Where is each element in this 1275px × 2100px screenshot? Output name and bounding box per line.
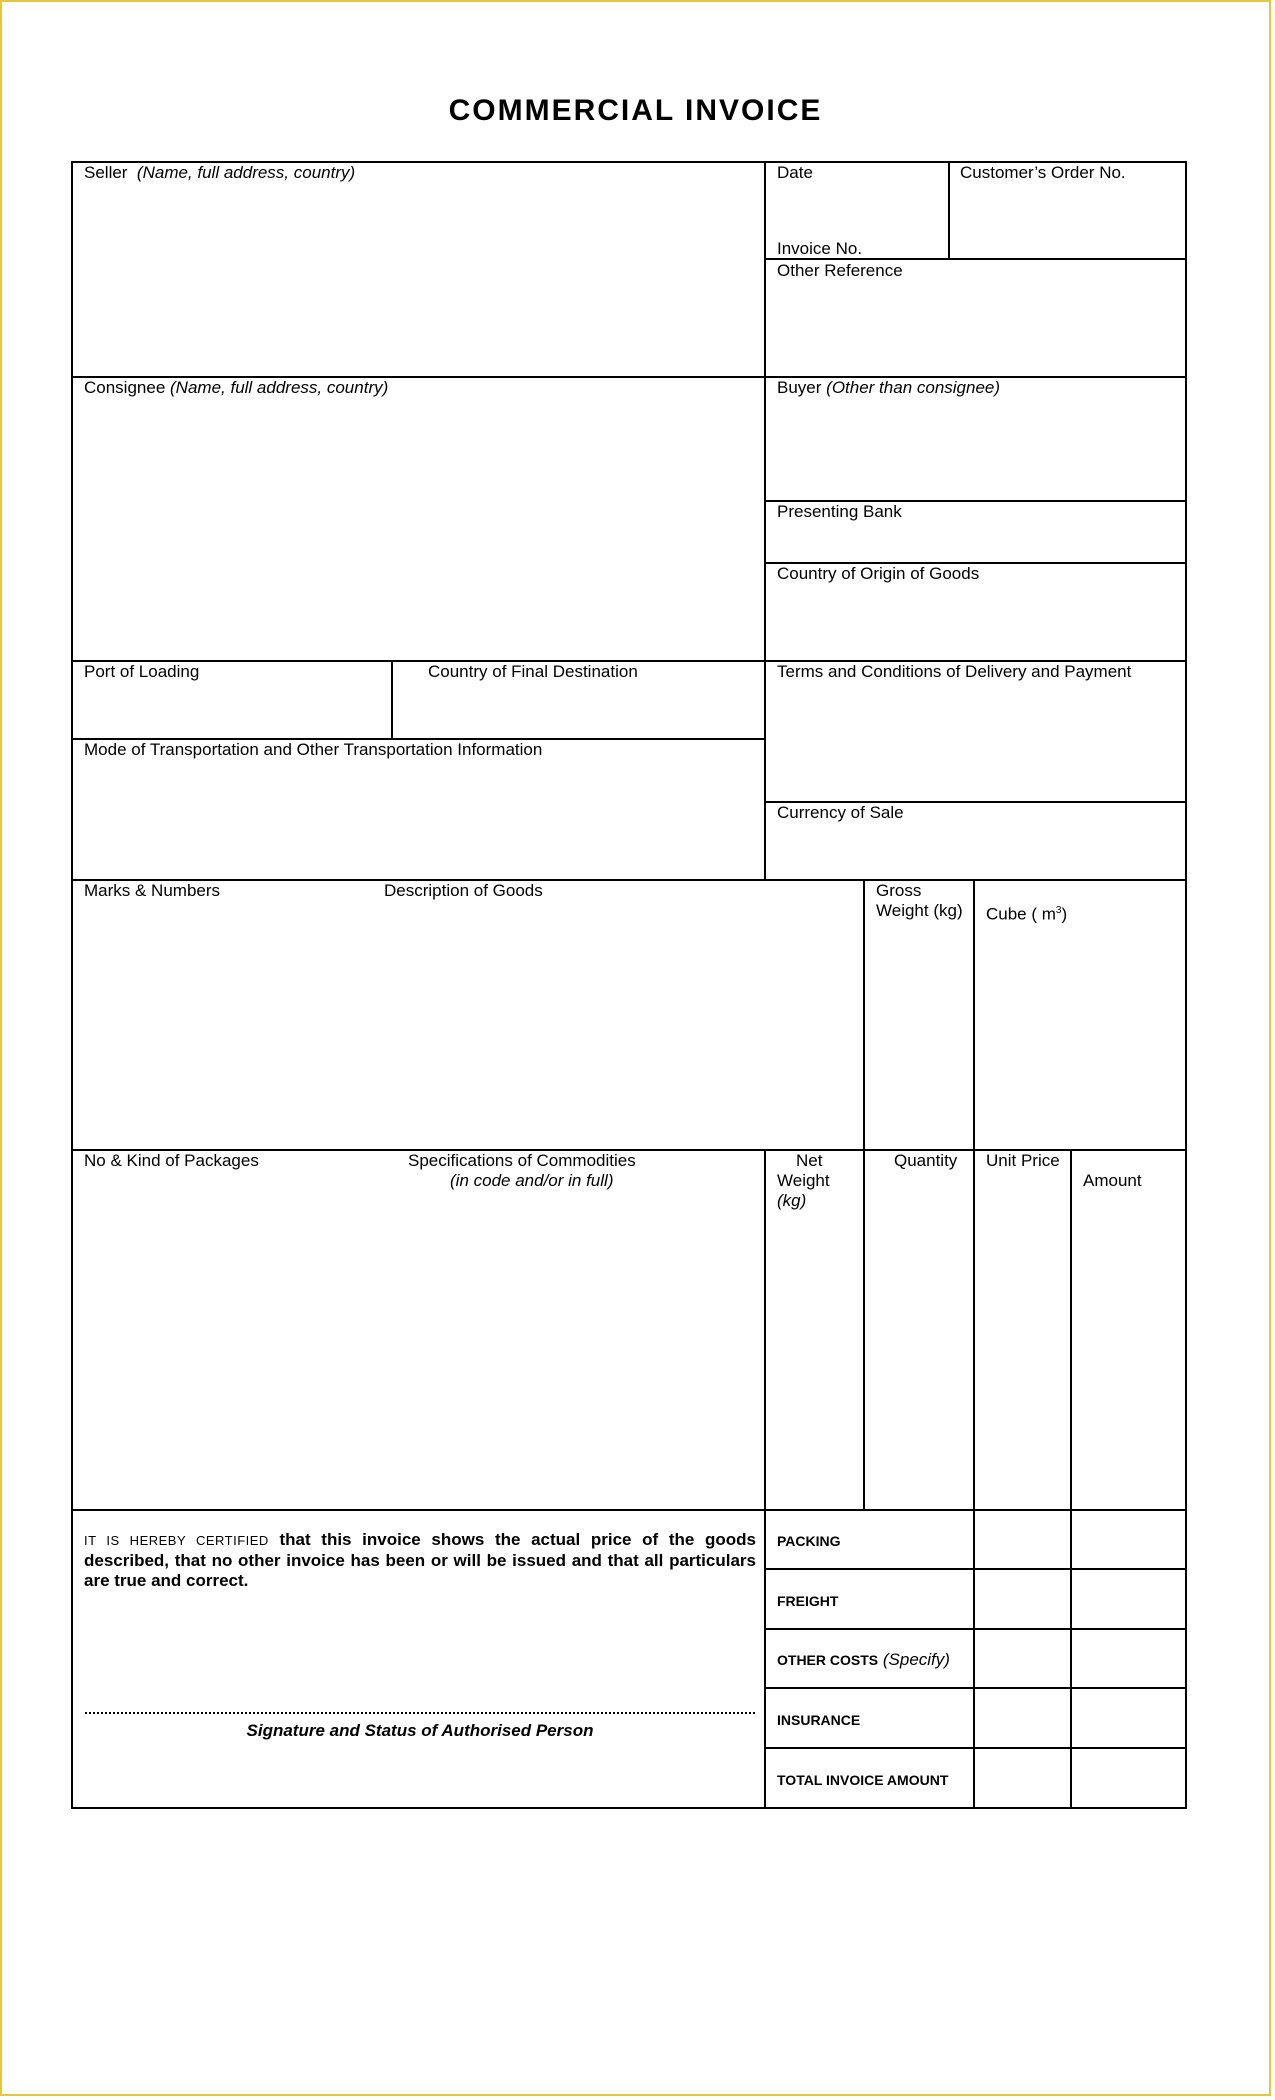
net-weight-label-2: Weight [777, 1171, 830, 1190]
cube-label: Cube ( $m^3$) [986, 904, 1068, 924]
specs-label-2: (in code and/or in full) [450, 1171, 614, 1190]
consignee-label: Consignee (Name, full address, country) [84, 378, 389, 397]
date-label: Date [777, 163, 813, 182]
buyer-label: Buyer (Other than consignee) [777, 378, 1001, 397]
other-reference-label: Other Reference [777, 261, 903, 280]
net-weight-label-3: (kg) [777, 1191, 807, 1210]
mode-transport-label: Mode of Transportation and Other Transportation Information [84, 740, 543, 759]
total-invoice-label: TOTAL INVOICE AMOUNT [777, 1772, 949, 1788]
packages-label: No & Kind of Packages [84, 1151, 259, 1170]
seller-label: Seller (Name, full address, country) [84, 163, 356, 182]
gross-weight-label-2: Weight (kg) [876, 901, 963, 920]
freight-label: FREIGHT [777, 1593, 839, 1609]
amount-label: Amount [1083, 1171, 1142, 1190]
packing-label: PACKING [777, 1533, 841, 1549]
terms-label: Terms and Conditions of Delivery and Payment [777, 662, 1132, 681]
certification-text: IT IS HEREBY CERTIFIED that this invoice shows the actual price of the goods described, that no other invoice has been or will be issued and that all particulars are true and correct. [84, 1530, 756, 1590]
signature-caption: Signature and Status of Authorised Person [246, 1721, 594, 1740]
page-title: COMMERCIAL INVOICE [448, 94, 823, 127]
currency-label: Currency of Sale [777, 803, 904, 822]
quantity-label: Quantity [894, 1151, 958, 1170]
gross-weight-label-1: Gross [876, 881, 922, 900]
description-label: Description of Goods [384, 881, 543, 900]
form-grid [2, 2, 1273, 2098]
specs-label-1: Specifications of Commodities [408, 1151, 636, 1170]
marks-label: Marks & Numbers [84, 881, 221, 900]
insurance-label: INSURANCE [777, 1712, 861, 1728]
customer-order-label: Customer’s Order No. [960, 163, 1126, 182]
other-costs-label: OTHER COSTS (Specify) [777, 1650, 950, 1669]
unit-price-label: Unit Price [986, 1151, 1060, 1170]
port-loading-label: Port of Loading [84, 662, 200, 681]
signature-line [85, 1712, 755, 1714]
presenting-bank-label: Presenting Bank [777, 502, 902, 521]
net-weight-label-1: Net [796, 1151, 823, 1170]
country-origin-label: Country of Origin of Goods [777, 564, 980, 583]
invoice-no-label: Invoice No. [777, 239, 863, 258]
country-final-label: Country of Final Destination [428, 662, 638, 681]
